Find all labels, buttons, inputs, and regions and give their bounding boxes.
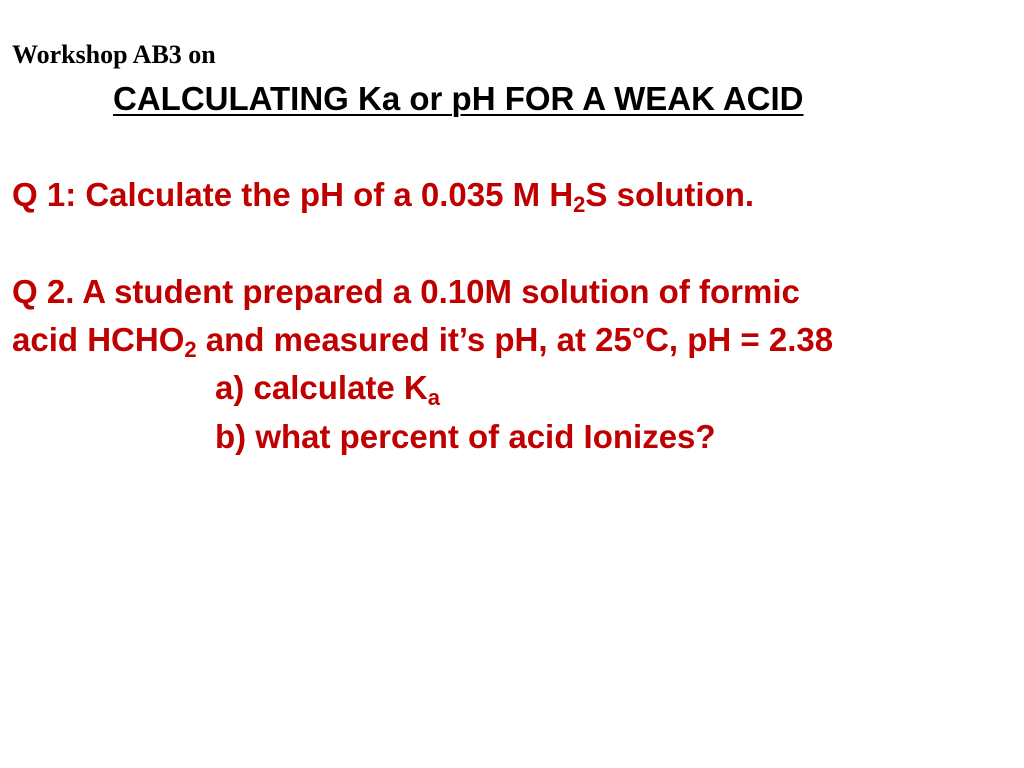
question-2-line-1: Q 2. A student prepared a 0.10M solution of formic — [12, 273, 800, 310]
question-1-text-end: S solution. — [585, 176, 755, 213]
question-2-line-2-text-end: and measured it’s pH, at 25°C, pH = 2.38 — [196, 321, 834, 358]
question-2-part-a-subscript: a — [427, 385, 441, 410]
question-1-subscript: 2 — [573, 192, 586, 217]
workshop-label: Workshop AB3 on — [12, 40, 216, 69]
question-2-subscript: 2 — [184, 337, 197, 362]
question-2-part-a — [215, 369, 441, 410]
question-2-part-a-text: a) calculate K — [215, 369, 428, 406]
page-title: CALCULATING Ka or pH FOR A WEAK ACID — [113, 80, 804, 117]
question-1 — [12, 176, 755, 217]
question-2-line-2 — [12, 321, 834, 362]
question-2-part-b: b) what percent of acid Ionizes? — [215, 418, 716, 455]
question-2-line-2-text: acid HCHO — [12, 321, 185, 358]
question-1-text: Q 1: Calculate the pH of a 0.035 M H — [12, 176, 574, 213]
